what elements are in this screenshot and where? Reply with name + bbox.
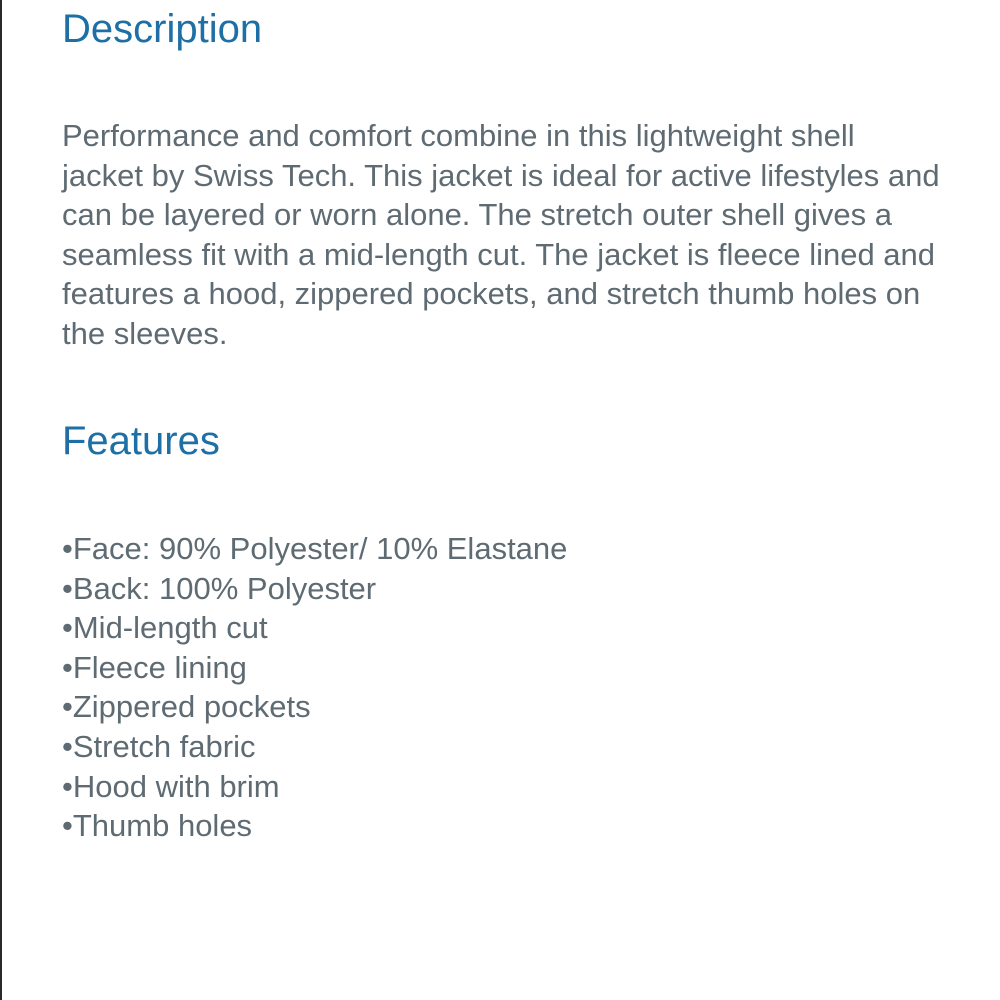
feature-item-lining: •Fleece lining <box>62 649 247 685</box>
feature-item-face: •Face: 90% Polyester/ 10% Elastane <box>62 531 568 566</box>
description-text: Performance and comfort combine in this lightweight shell jacket by Swiss Tech. This jacket is ideal for active lifestyles and can be layered or worn alone. The stretch outer shell gives a seamless fit with a mid-length cut. The jacket is fleece lined and features a hood, zippered pockets, and stretch thumb holes on the sleeves. <box>62 118 940 351</box>
description-heading: Description <box>62 7 263 51</box>
feature-item-cut: •Mid-length cut <box>62 610 268 646</box>
features-list <box>62 529 567 846</box>
feature-item-back: •Back: 100% Polyester <box>62 570 377 606</box>
feature-item-pockets: •Zippered pockets <box>62 689 311 725</box>
feature-item-thumb-holes: •Thumb holes <box>62 808 253 844</box>
feature-item-fabric: •Stretch fabric <box>62 728 256 764</box>
features-heading: Features <box>62 419 220 463</box>
window-left-border <box>0 0 2 1000</box>
feature-item-hood: •Hood with brim <box>62 768 280 804</box>
